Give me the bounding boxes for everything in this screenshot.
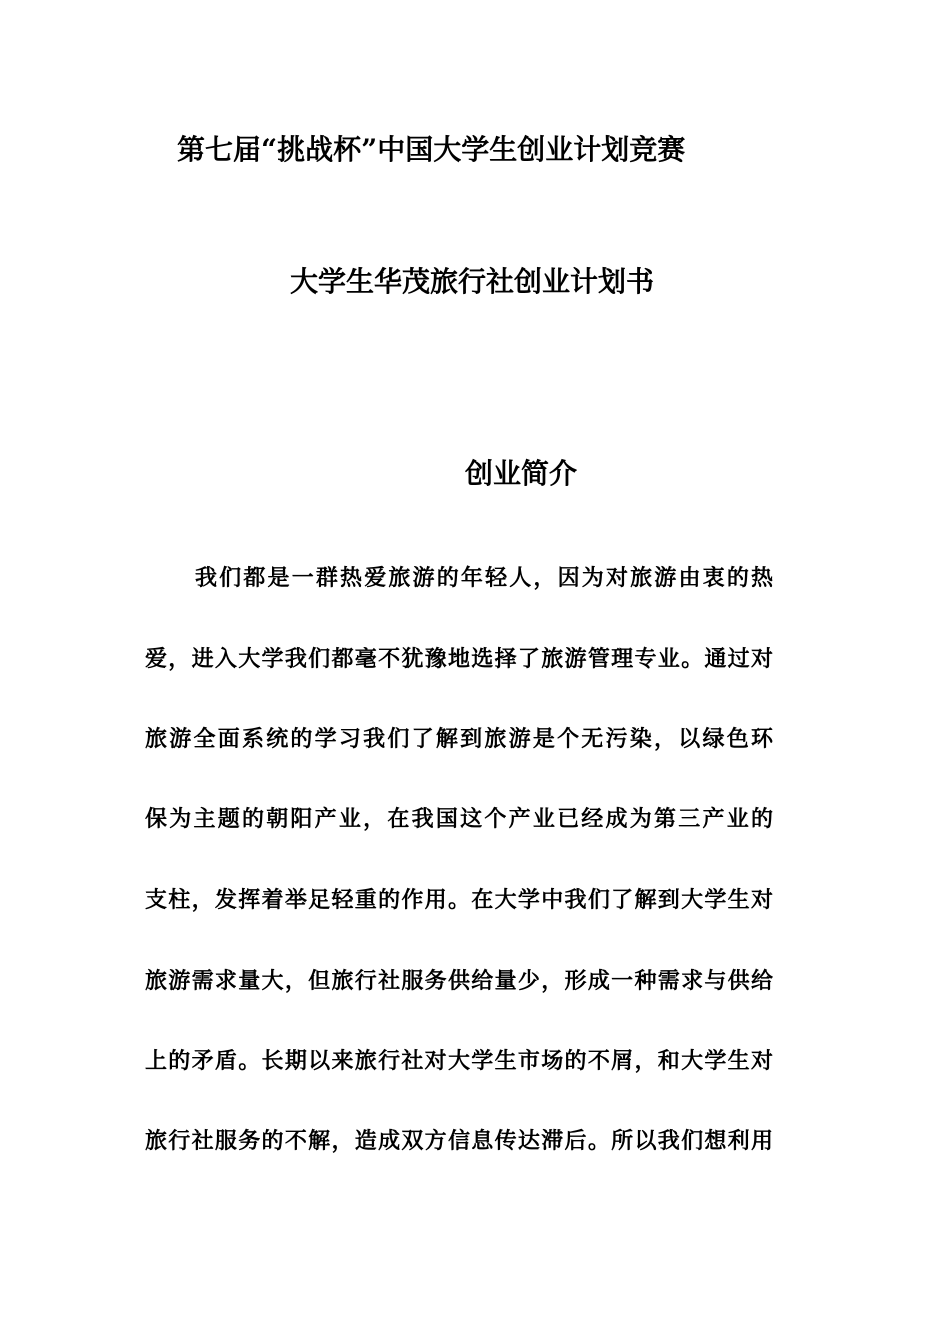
- paragraph-line: 保为主题的朝阳产业，在我国这个产业已经成为第三产业的: [145, 806, 773, 832]
- paragraph-line: 旅行社服务的不解，造成双方信息传达滞后。所以我们想利用: [145, 1128, 773, 1154]
- section-heading: 创业简介: [465, 457, 578, 490]
- paragraph-line: 支柱，发挥着举足轻重的作用。在大学中我们了解到大学生对: [145, 887, 773, 913]
- paragraph-line: 旅游需求量大，但旅行社服务供给量少，形成一种需求与供给: [145, 968, 773, 994]
- paragraph-line: 我们都是一群热爱旅游的年轻人，因为对旅游由衷的热: [195, 565, 773, 591]
- paragraph-line: 旅游全面系统的学习我们了解到旅游是个无污染，以绿色环: [145, 726, 773, 752]
- paragraph-line: 爱，进入大学我们都毫不犹豫地选择了旅游管理专业。通过对: [145, 646, 773, 672]
- competition-title: 第七届“挑战杯”中国大学生创业计划竞赛: [177, 133, 686, 166]
- plan-title: 大学生华茂旅行社创业计划书: [290, 265, 655, 298]
- paragraph-line: 上的矛盾。长期以来旅行社对大学生市场的不屑，和大学生对: [145, 1048, 773, 1074]
